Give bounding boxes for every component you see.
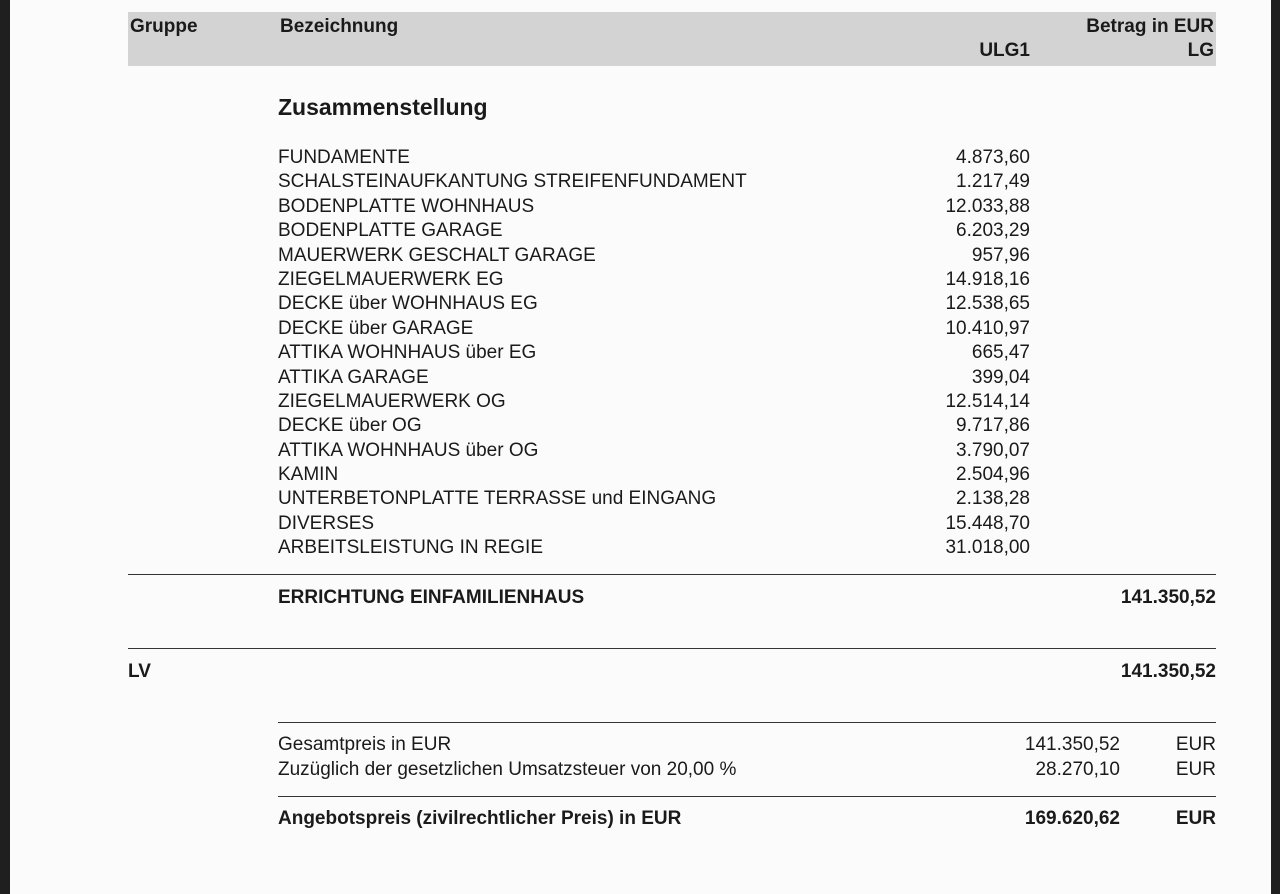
gesamtpreis-unit: EUR bbox=[1175, 734, 1216, 755]
angebotspreis-label: Angebotspreis (zivilrechtlicher Preis) in EUR bbox=[278, 808, 682, 829]
angebotspreis-amount: 169.620,62 bbox=[1024, 808, 1120, 829]
item-amount: 4.873,60 bbox=[956, 147, 1030, 168]
header-gruppe: Gruppe bbox=[130, 16, 198, 37]
umsatzsteuer-amount: 28.270,10 bbox=[1035, 759, 1120, 780]
item-amount: 9.717,86 bbox=[956, 415, 1030, 437]
divider bbox=[128, 574, 1216, 575]
item-amount: 31.018,00 bbox=[945, 537, 1030, 559]
item-label: DIVERSES bbox=[278, 512, 375, 534]
umsatzsteuer-unit: EUR bbox=[1175, 759, 1216, 780]
item-label: ZIEGELMAUERWERK EG bbox=[278, 268, 504, 290]
item-label: FUNDAMENTE bbox=[278, 147, 410, 168]
item-amount: 12.538,65 bbox=[945, 293, 1030, 315]
item-label: SCHALSTEINAUFKANTUNG STREIFENFUNDAMENT bbox=[278, 171, 747, 193]
divider bbox=[278, 796, 1216, 797]
item-label: BODENPLATTE GARAGE bbox=[278, 220, 503, 242]
item-label: ATTIKA WOHNHAUS über OG bbox=[278, 439, 539, 461]
angebotspreis-unit: EUR bbox=[1175, 808, 1216, 829]
divider bbox=[128, 648, 1216, 649]
items-label-column bbox=[278, 146, 878, 561]
header-ulg1: ULG1 bbox=[979, 40, 1030, 61]
item-amount: 12.514,14 bbox=[945, 390, 1030, 412]
item-label: ATTIKA GARAGE bbox=[278, 366, 429, 388]
item-amount: 665,47 bbox=[971, 342, 1030, 364]
item-amount: 957,96 bbox=[971, 244, 1030, 266]
item-amount: 2.138,28 bbox=[956, 488, 1030, 510]
item-amount: 1.217,49 bbox=[956, 171, 1030, 193]
subtotal-label: ERRICHTUNG EINFAMILIENHAUS bbox=[278, 587, 585, 608]
umsatzsteuer-label: Zuzüglich der gesetzlichen Umsatzsteuer von 20,00 % bbox=[278, 759, 737, 780]
item-amount: 6.203,29 bbox=[956, 220, 1030, 242]
header-bezeichnung: Bezeichnung bbox=[280, 16, 399, 37]
divider bbox=[278, 722, 1216, 723]
item-label: KAMIN bbox=[278, 464, 339, 486]
document-page bbox=[10, 0, 1271, 894]
item-amount: 399,04 bbox=[971, 366, 1030, 388]
item-amount: 3.790,07 bbox=[956, 439, 1030, 461]
items-amount-column bbox=[870, 146, 1030, 561]
lv-amount: 141.350,52 bbox=[1120, 661, 1216, 682]
item-label: DECKE über GARAGE bbox=[278, 317, 474, 339]
item-label: ATTIKA WOHNHAUS über EG bbox=[278, 342, 537, 364]
gesamtpreis-label: Gesamtpreis in EUR bbox=[278, 734, 452, 755]
item-label: MAUERWERK GESCHALT GARAGE bbox=[278, 244, 596, 266]
item-label: ZIEGELMAUERWERK OG bbox=[278, 390, 506, 412]
header-betrag: Betrag in EUR bbox=[1086, 16, 1214, 37]
item-label: BODENPLATTE WOHNHAUS bbox=[278, 195, 535, 217]
subtotal-amount: 141.350,52 bbox=[1120, 587, 1216, 608]
section-title: Zusammenstellung bbox=[278, 94, 488, 120]
item-label: DECKE über WOHNHAUS EG bbox=[278, 293, 538, 315]
gesamtpreis-amount: 141.350,52 bbox=[1024, 734, 1120, 755]
item-amount: 2.504,96 bbox=[956, 464, 1030, 486]
item-amount: 14.918,16 bbox=[945, 268, 1030, 290]
item-amount: 15.448,70 bbox=[945, 512, 1030, 534]
item-amount: 12.033,88 bbox=[945, 195, 1030, 217]
item-label: DECKE über OG bbox=[278, 415, 422, 437]
lv-label: LV bbox=[128, 661, 151, 682]
item-amount: 10.410,97 bbox=[945, 317, 1030, 339]
header-lg: LG bbox=[1187, 40, 1214, 61]
item-label: ARBEITSLEISTUNG IN REGIE bbox=[278, 537, 543, 559]
item-label: UNTERBETONPLATTE TERRASSE und EINGANG bbox=[278, 488, 717, 510]
